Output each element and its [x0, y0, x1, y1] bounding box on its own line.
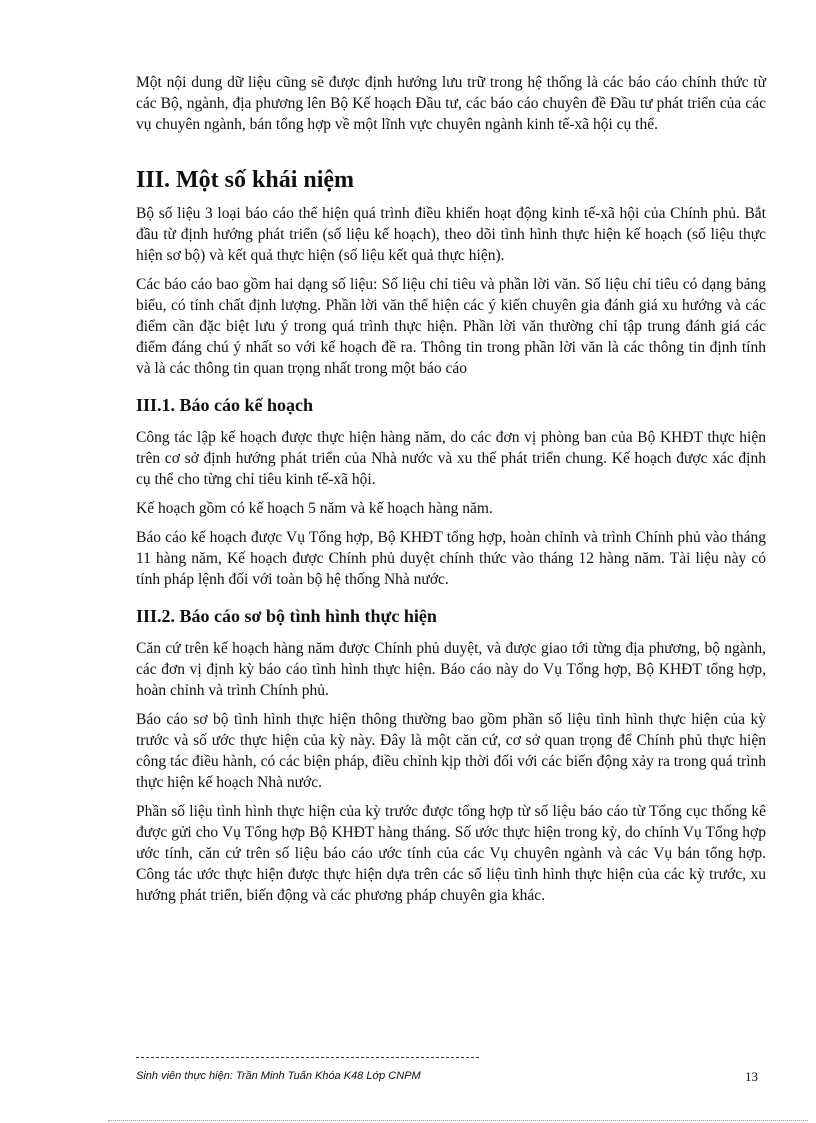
section-paragraph-1: Bộ số liệu 3 loại báo cáo thể hiện quá trình điều khiển hoạt động kinh tế-xã hội của Chính phủ. Bắt đầu từ định hướng phát triển (số liệu kế hoạch), theo dõi tình hình thực hiện kế hoạch (số liệu thực hiện sơ bộ) và kết quả thực hiện (số liệu kết quả thực hiện). — [136, 205, 766, 264]
page-number: 13 — [745, 1069, 758, 1084]
subsection-1-paragraph-3: Báo cáo kế hoạch được Vụ Tổng hợp, Bộ KHĐT tổng hợp, hoàn chỉnh và trình Chính phủ vào tháng 11 hàng năm, Kế hoạch được Chính phủ duyệt chính thức vào tháng 12 hàng năm. Tài liệu này có tính pháp lệnh đối với toàn bộ hệ thống Nhà nước. — [136, 529, 766, 588]
footer-divider — [136, 1057, 479, 1058]
subsection-2-paragraph-3: Phần số liệu tình hình thực hiện của kỳ trước được tổng hợp từ số liệu báo cáo từ Tổng cục thống kê được gửi cho Vụ Tổng hợp Bộ KHĐT hàng tháng. Số ước thực hiện trong kỳ, do chính Vụ Tổng hợp ước tính, căn cứ trên số liệu báo cáo ước tính của các Vụ chuyên ngành và các Vụ bán tổng hợp. Công tác ước thực hiện được thực hiện dựa trên các số liệu tình hình thực hiện của các kỳ trước, xu hướng phát triển, biến động và các phương pháp chuyên gia khác. — [136, 803, 766, 904]
intro-paragraph: Một nội dung dữ liệu cũng sẽ được định hướng lưu trữ trong hệ thống là các báo cáo chính thức từ các Bộ, ngành, địa phương lên Bộ Kế hoạch Đầu tư, các báo cáo chuyên đề Đầu tư phát triển của các vụ chuyên ngành, bán tổng hợp về một lĩnh vực chuyên ngành kinh tế-xã hội cụ thể. — [136, 74, 766, 133]
subsection-2-paragraph-1: Căn cứ trên kế hoạch hàng năm được Chính phủ duyệt, và được giao tới từng địa phương, bộ ngành, các đơn vị định kỳ báo cáo tình hình thực hiện. Báo cáo này do Vụ Tổng hợp, Bộ KHĐT tổng hợp, hoàn chỉnh và trình Chính phủ. — [136, 640, 766, 699]
subsection-1-paragraph-1: Công tác lập kế hoạch được thực hiện hàng năm, do các đơn vị phòng ban của Bộ KHĐT thực hiện trên cơ sở định hướng phát triển của Nhà nước và xu thế phát triển chung. Kế hoạch được xác định cụ thể cho từng chỉ tiêu kinh tế-xã hội. — [136, 429, 766, 488]
section-paragraph-2: Các báo cáo bao gồm hai dạng số liệu: Số liệu chỉ tiêu và phần lời văn. Số liệu chỉ tiêu có dạng bảng biểu, có tính chất định lượng. Phần lời văn thể hiện các ý kiến chuyên gia đánh giá xu hướng và các điểm cần đặc biệt lưu ý trong quá trình thực hiện. Phần lời văn thường chỉ tập trung đánh giá các điểm đáng chú ý nhất so với kế hoạch đề ra. Thông tin trong phần lời văn là các thông tin định tính và là các thông tin quan trọng nhất trong một báo cáo — [136, 276, 766, 377]
subsection-2-title: III.2. Báo cáo sơ bộ tình hình thực hiện — [136, 606, 437, 626]
subsection-2-paragraph-2: Báo cáo sơ bộ tình hình thực hiện thông thường bao gồm phần số liệu tình hình thực hiện của kỳ trước và số ước thực hiện của kỳ này. Đây là một căn cứ, cơ sở quan trọng để Chính phủ thực hiện công tác điều hành, có các biện pháp, điều chỉnh kịp thời đối với các biến động xảy ra trong quá trình thực hiện kế hoạch Nhà nước. — [136, 711, 766, 791]
section-title: III. Một số khái niệm — [136, 167, 355, 193]
page-edge-divider — [108, 1120, 808, 1121]
subsection-1-title: III.1. Báo cáo kế hoạch — [136, 395, 314, 415]
subsection-1-paragraph-2: Kế hoạch gồm có kế hoạch 5 năm và kế hoạch hàng năm. — [136, 500, 493, 517]
document-body — [136, 72, 766, 914]
footer-text: Sinh viên thực hiện: Trần Minh Tuấn Khóa K48 Lớp CNPM — [136, 1070, 421, 1082]
